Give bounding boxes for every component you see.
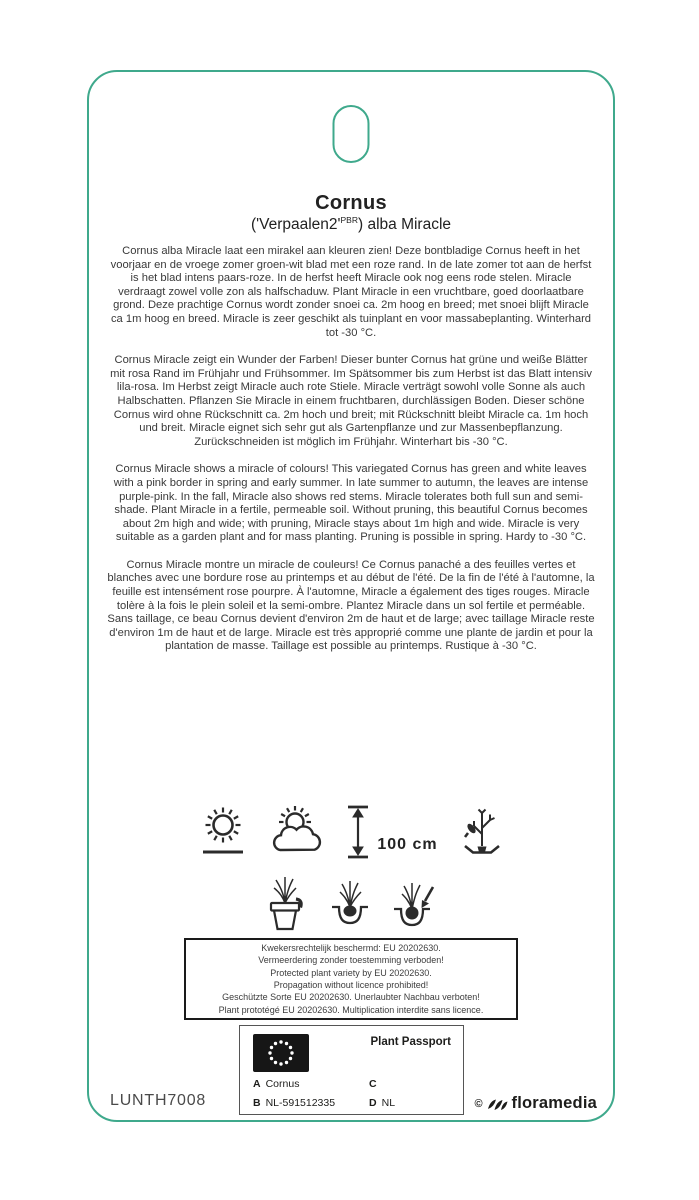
floramedia-wordmark: floramedia: [511, 1094, 597, 1112]
plant-passport-box: [239, 1025, 464, 1115]
passport-label-d: D: [369, 1097, 377, 1109]
passport-label-a: A: [253, 1078, 261, 1090]
description-german: Cornus Miracle zeigt ein Wunder der Farben! Dieser bunter Cornus hat grüne und weiße Blätter mit rosa Rand im Frühjahr und Frühsommer. Im Spätsommer bis zum Herbst ist das Blatt intensiv lila-rosa. Im Herbst zeigt Miracle auch rote Stiele. Miracle verträgt sowohl volle Sonne als auch Halbschatten. Pflanzen Sie Miracle in einem fruchtbaren, durchlässigen Boden. Dieser schöne Cornus wird ohne Rückschnitt ca. 2m hoch und breit; mit Rückschnitt bleibt Miracle ca. 1m hoch und breit. Miracle eignet sich sehr gut als Gartenpflanze und zur Massenbepflanzung. Zurückschneiden ist möglich im Frühjahr. Winterhart bis -30 °C.: [110, 354, 592, 448]
eu-flag-icon: [253, 1034, 309, 1072]
plant-label-card: [87, 70, 615, 1122]
semi-shade-icon: [268, 804, 324, 856]
floramedia-brand: [474, 1094, 597, 1113]
passport-field-d: [369, 1097, 455, 1109]
pbr-superscript: PBR: [340, 215, 358, 225]
description-english: Cornus Miracle shows a miracle of colours! This variegated Cornus has green and white leaves with a pink border in spring and early summer. In late summer to autumn, the leaves are intense purple-pink. In the fall, Miracle also shows red stems. Miracle tolerates both full sun and semi-shade. Plant Miracle in a fertile, permeable soil. Without pruning, this beautiful Cornus becomes about 2m high and wide; with pruning, Miracle stays about 1m high and wide. Miracle is very suitable as a garden plant and for mass planting. Pruning is possible in spring. Hardy to -30 °C.: [113, 463, 589, 544]
label-item-code: LUNTH7008: [110, 1092, 207, 1109]
copyright-symbol: ©: [474, 1097, 483, 1110]
plant-passport-title: Plant Passport: [370, 1036, 451, 1048]
passport-value-d: NL: [381, 1097, 396, 1109]
height-range-icon: [346, 804, 370, 860]
pruning-icon: [460, 804, 502, 860]
protection-line-de: Geschützte Sorte EU 20202630. Unerlaubter Nachbau verboten!: [222, 992, 480, 1003]
passport-field-c: [369, 1078, 455, 1090]
protection-line-en-2: Propagation without licence prohibited!: [273, 980, 429, 990]
plant-genus-title: Cornus: [315, 192, 387, 214]
passport-field-a: [253, 1078, 369, 1090]
full-sun-icon: [200, 804, 246, 856]
rootball-in-hole-icon: [329, 871, 371, 935]
passport-label-b: B: [253, 1097, 261, 1109]
description-paragraphs: [107, 245, 595, 668]
protection-line-nl-1: Kwekersrechtelijk beschermd: EU 20202630.: [261, 942, 441, 953]
plant-cultivar-subtitle: [89, 215, 613, 234]
plant-with-trowel-icon: [391, 871, 439, 935]
protection-line-fr: Plant prototégé EU 20202630. Multiplication interdite sans licence.: [218, 1004, 484, 1015]
passport-value-a: Cornus: [265, 1078, 300, 1090]
floramedia-leaf-icon: [487, 1097, 508, 1111]
passport-field-b: [253, 1097, 369, 1109]
height-range-group: [346, 804, 437, 860]
passport-label-c: C: [369, 1078, 377, 1090]
care-symbols-row: [89, 804, 613, 876]
protection-line-en-1: Protected plant variety by EU 20202630.: [270, 967, 432, 978]
description-dutch: Cornus alba Miracle laat een mirakel aan kleuren zien! Deze bontbladige Cornus heeft in het voorjaar en de vroege zomer groen-wit blad met een roze rand. In de late zomer tot aan de herfst is het blad intens paars-roze. In de herfst heeft Miracle ook nog eens rode stelen. Miracle verdraagt zowel volle zon als halfschaduw. Plant Miracle in een vruchtbare, goed doorlaatbare grond. Deze prachtige Cornus wordt zonder snoei ca. 2m hoog en breed; met snoei blijft Miracle ca 1m hoog en breed. Miracle is zeer geschikt als tuinplant en voor massabeplanting. Winterhard tot -30 °C.: [110, 245, 592, 339]
height-value-label: 100 cm: [377, 836, 438, 853]
hang-hole: [333, 105, 370, 163]
breeders-rights-box: [184, 938, 518, 1020]
planting-symbols-row: [89, 869, 613, 935]
passport-value-b: NL-591512335: [265, 1097, 336, 1109]
protection-line-nl-2: Vermeerdering zonder toestemming verboden!: [258, 955, 444, 966]
cultivar-name-post: ) alba Miracle: [357, 216, 452, 234]
remove-from-pot-icon: [263, 871, 309, 935]
cultivar-name-pre: ('Verpaalen2': [250, 216, 341, 234]
plant-passport-fields: [253, 1078, 455, 1109]
description-french: Cornus Miracle montre un miracle de couleurs! Ce Cornus panaché a des feuilles vertes et blanches avec une bordure rose au printemps et au début de l'été. De la fin de l'été à l'automne, la feuille est intensément rose pourpre. À l'automne, Miracle a également des tiges rouges. Miracle tolère à la fois le plein soleil et la semi-ombre. Plantez Miracle dans un sol fertile et perméable. Sans taillage, ce beau Cornus devient d'environ 2m de haut et de large; avec taillage Miracle reste d'environ 1m de haut et de large. Miracle est très approprié comme une plante de jardin et pour la plantation de masse. Taillage est possible au printemps. Rustique à -30 °C.: [107, 558, 595, 653]
